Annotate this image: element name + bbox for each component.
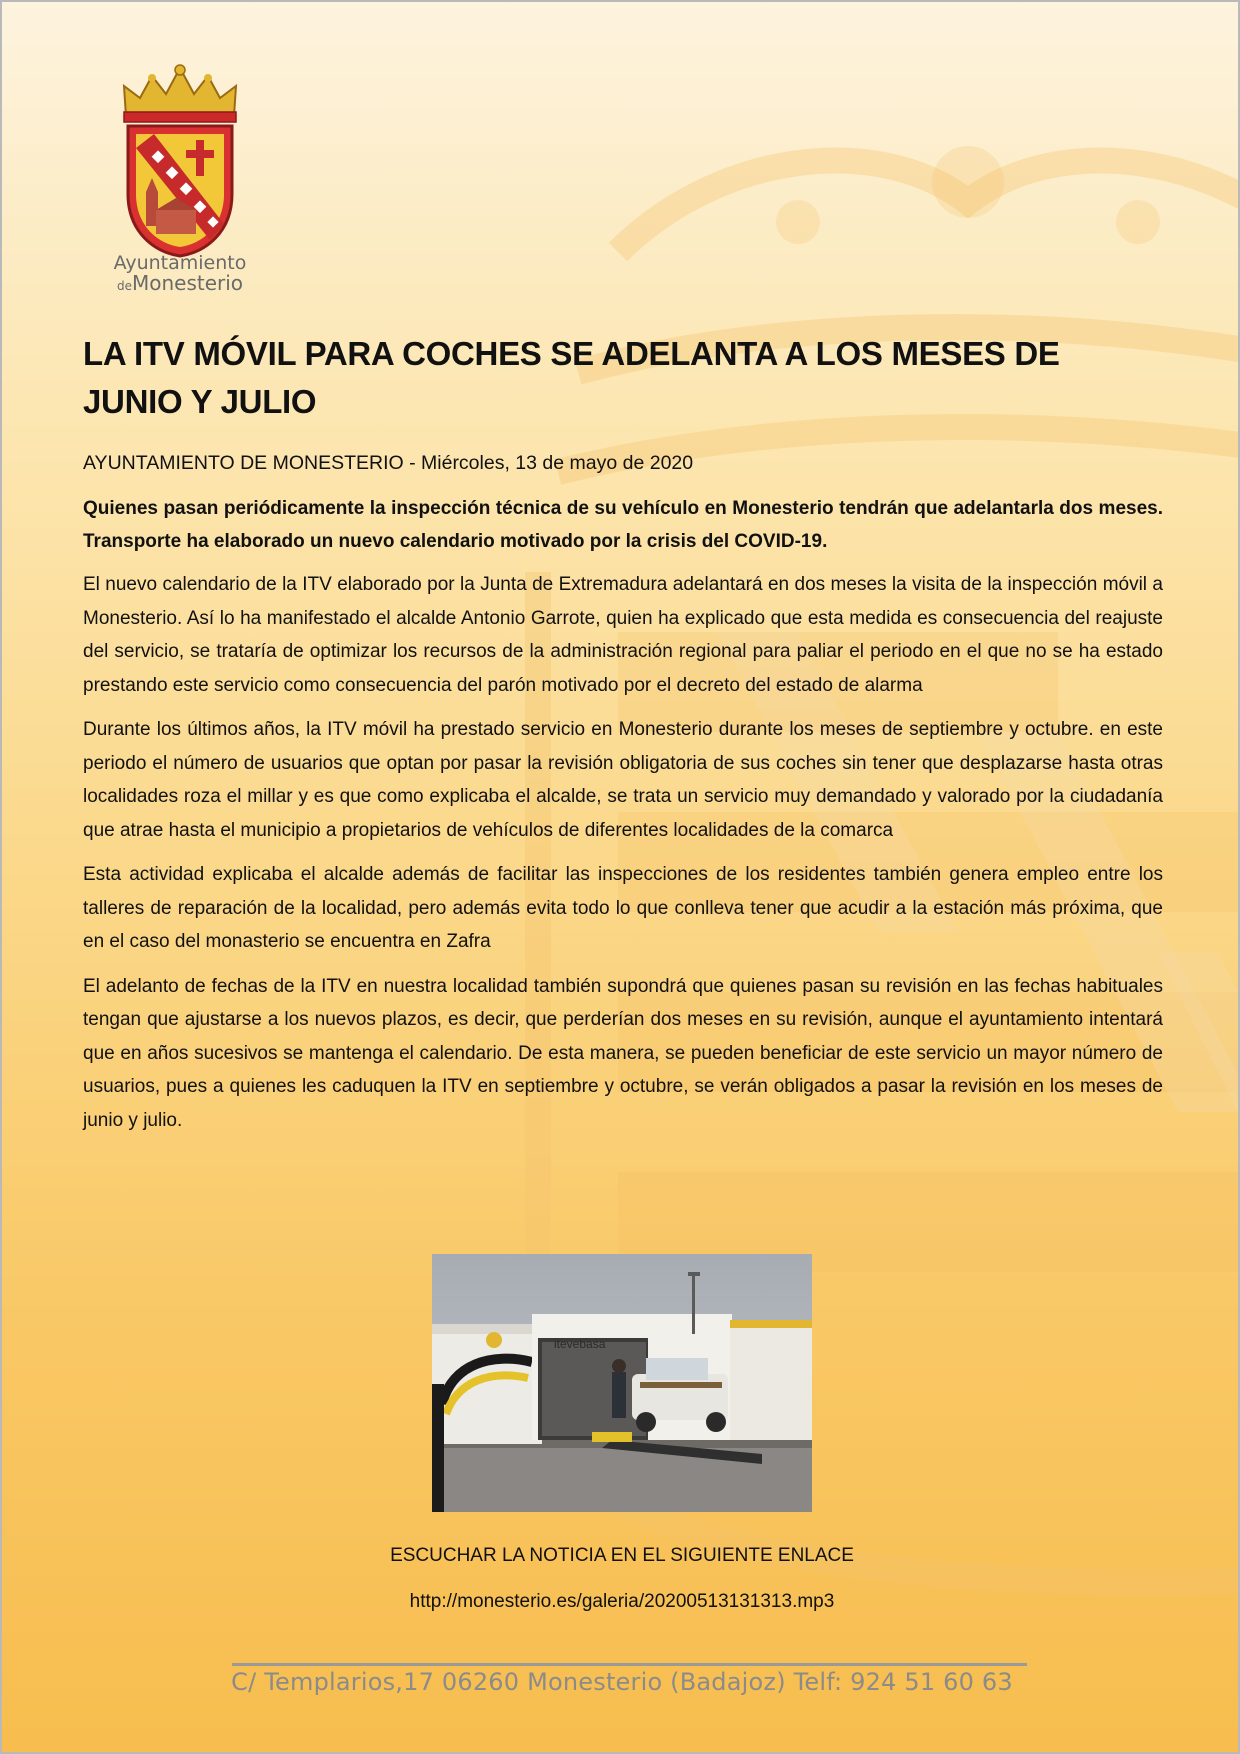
footer-address: C/ Templarios,17 06260 Monesterio (Badajoz) Telf: 924 51 60 63 [231,1668,1013,1696]
article-lead: Quienes pasan periódicamente la inspección técnica de su vehículo en Monesterio tendrán que adelantarla dos meses. Transporte ha elaborado un nuevo calendario motivado por la crisis del COVID-19. [83,498,1163,552]
article-paragraph: El nuevo calendario de la ITV elaborado por la Junta de Extremadura adelantará en dos meses la visita de la inspección móvil a Monesterio. Así lo ha manifestado el alcalde Antonio Garrote, quien ha explicado que esta medida es consecuencia del reajuste del servicio, se trataría de optimizar los recursos de la administración regional para paliar el periodo en el que no se ha estado prestando este servicio como consecuencia del parón motivado por el decreto del estado de alarma [83,574,1163,696]
crest-wordmark-line2 [110,273,250,293]
article-paragraph: El adelanto de fechas de la ITV en nuestra localidad también supondrá que quienes pasan su revisión en las fechas habituales tengan que ajustarse a los nuevos plazos, es decir, que perderían dos meses en su revisión, aunque el ayuntamiento intentará que en años sucesivos se mantenga el calendario. De esta manera, se pueden beneficiar de este servicio un mayor número de usuarios, pues a quienes les caduquen la ITV en septiembre y octubre, se verán obligados a pasar la revisión en los meses de junio y julio. [83,975,1163,1131]
crest-wordmark-line1: Ayuntamiento [113,252,247,274]
photo-sign-text: itevebasa [554,1337,606,1351]
crest-wordmark-main: Monesterio [131,271,244,295]
footer-divider [232,1663,1027,1666]
audio-link[interactable]: http://monesterio.es/galeria/20200513131313.mp3 [409,1591,835,1612]
listen-heading: ESCUCHAR LA NOTICIA EN EL SIGUIENTE ENLACE [390,1545,854,1566]
crest-wordmark [110,254,250,293]
article-title: LA ITV MÓVIL PARA COCHES SE ADELANTA A LOS MESES DE JUNIO Y JULIO [83,335,1060,420]
article-paragraph: Durante los últimos años, la ITV móvil ha prestado servicio en Monesterio durante los meses de septiembre y octubre. en este periodo el número de usuarios que optan por pasar la revisión obligatoria de sus coches sin tener que desplazarse hasta otras localidades roza el millar y es que como explicaba el alcalde, se trata un servicio muy demandado y valorado por la ciudadanía que atrae hasta el municipio a propietarios de vehículos de diferentes localidades de la comarca [83,719,1163,841]
article-paragraph: Esta actividad explicaba el alcalde además de facilitar las inspecciones de los residentes también genera empleo entre los talleres de reparación de la localidad, pero además evita todo lo que conlleva tener que acudir a la estación más próxima, que en el caso del monasterio se encuentra en Zafra [83,864,1163,952]
itv-unit-photo-drawing [432,1254,812,1512]
article [83,330,1163,1148]
crest-wordmark-prefix: de [116,279,132,293]
itv-unit-photo [432,1254,812,1512]
article-byline: AYUNTAMIENTO DE MONESTERIO - Miércoles, 13 de mayo de 2020 [83,452,694,474]
